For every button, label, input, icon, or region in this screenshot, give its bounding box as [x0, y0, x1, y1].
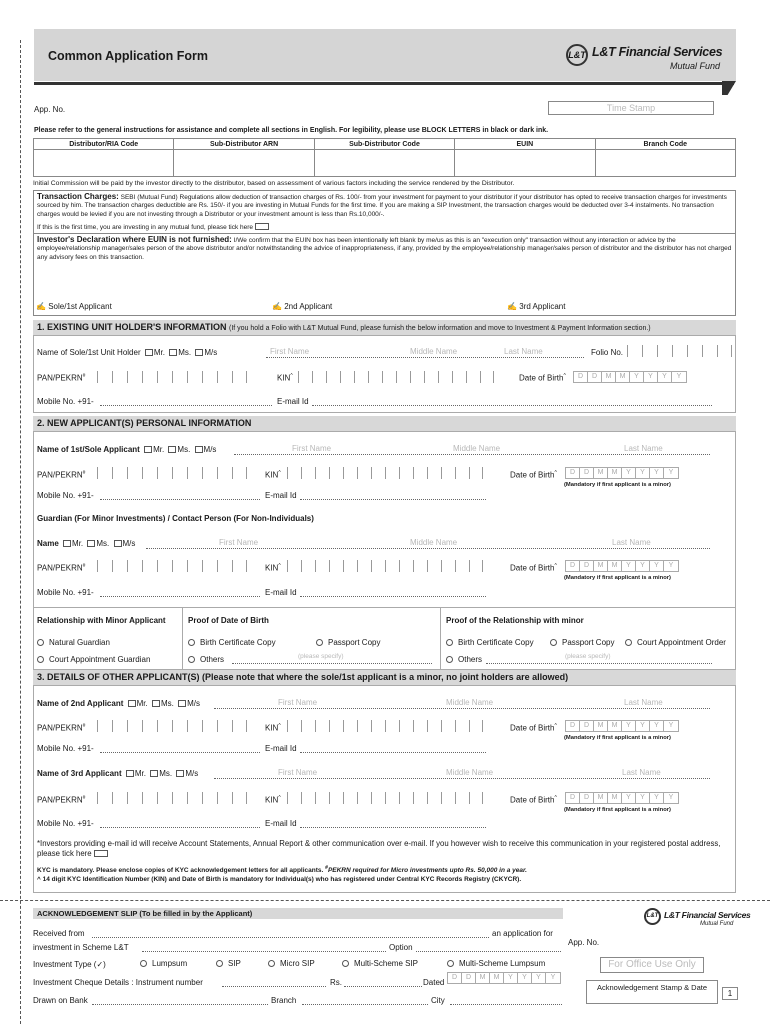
ack-option-label: Option	[389, 943, 413, 952]
ack-cheque-label: Investment Cheque Details : Instrument number	[33, 978, 203, 987]
ack-dated-label: Dated	[423, 978, 445, 987]
col-sub-distributor-code: Sub-Distributor Code	[314, 139, 454, 150]
proof-dob-title: Proof of Date of Birth	[188, 616, 269, 625]
postal-checkbox[interactable]	[94, 850, 108, 857]
s3b-dob-label: Date of Birth^	[510, 795, 557, 805]
rel-specify-hint: (please specify)	[565, 653, 611, 660]
g-ms-checkbox[interactable]	[87, 540, 95, 547]
proof-rel-title: Proof of the Relationship with minor	[446, 616, 584, 625]
first-time-label: If this is the first time, you are investing in any mutual fund, please tick here	[37, 224, 254, 231]
ack-app-no: App. No.	[568, 938, 600, 947]
s1-ms2-checkbox[interactable]	[195, 349, 203, 356]
section1-title: 1. EXISTING UNIT HOLDER'S INFORMATION	[37, 322, 227, 332]
sub-distributor-arn-input[interactable]	[174, 150, 314, 177]
ack-type-multi-lumpsum[interactable]: Multi-Scheme Lumpsum	[447, 959, 545, 968]
euin-input[interactable]	[455, 150, 595, 177]
s3a-pan-label: PAN/PEKRN#	[37, 723, 86, 733]
s1-pan-label: PAN/PEKRN#	[37, 373, 86, 383]
rel-others-input[interactable]	[486, 663, 712, 664]
s3a-kin-input[interactable]	[287, 720, 483, 732]
s1-middle-name-hint: Middle Name	[410, 347, 458, 356]
col-distributor-code: Distributor/RIA Code	[34, 139, 174, 150]
dob-passport-option[interactable]: Passport Copy	[316, 638, 380, 647]
kin-note: ^ 14 digit KYC Identification Number (KIN) and Date of Birth is mandatory for Individual(s) who has registered under Central KYC Records Registry (CKYCR).	[37, 876, 522, 883]
ack-branch-label: Branch	[271, 996, 297, 1005]
s2-email-label: E-mail Id	[265, 491, 297, 500]
page-number: 1	[722, 987, 738, 1000]
hash-mark: #	[82, 373, 86, 379]
court-guardian-option[interactable]: Court Appointment Guardian	[37, 655, 150, 664]
ack-title: ACKNOWLEDGEMENT SLIP (To be filled in by the Applicant)	[33, 908, 563, 919]
natural-guardian-radio[interactable]	[37, 639, 44, 646]
ack-option-input[interactable]	[416, 951, 561, 952]
s2-kin-label: KIN^	[265, 470, 281, 480]
divider	[33, 233, 736, 234]
s1-folio-input[interactable]	[627, 345, 732, 357]
s3a-email-label: E-mail Id	[265, 744, 297, 753]
s3b-email-input[interactable]	[300, 827, 486, 828]
s1-dob-label: Date of Birth^	[519, 373, 566, 383]
branch-code-input[interactable]	[595, 150, 735, 177]
section3-box	[33, 685, 736, 893]
s1-mobile-input[interactable]	[100, 405, 272, 406]
first-time-row	[37, 223, 269, 232]
rel-passport-option[interactable]: Passport Copy	[550, 638, 614, 647]
signature-third[interactable]	[507, 302, 565, 311]
s2-pan-label: PAN/PEKRN#	[37, 470, 86, 480]
s3b-kin-label: KIN^	[265, 795, 281, 805]
ack-investment-type: Investment Type (✓)	[33, 960, 106, 969]
brand-name: L&T Financial Services	[592, 45, 723, 59]
rel-birth-cert-option[interactable]: Birth Certificate Copy	[446, 638, 534, 647]
s3b-mobile-input[interactable]	[100, 827, 260, 828]
s1-last-name-hint: Last Name	[504, 347, 543, 356]
s1-ms-label: Ms.	[178, 348, 192, 357]
ack-instrument-input[interactable]	[222, 986, 326, 987]
g-mr-checkbox[interactable]	[63, 540, 71, 547]
kyc-note: KYC is mandatory. Please enclose copies of KYC acknowledgement letters for all applicants. #PEKRN required for Micro investments upto Rs. 50,000 in a year.	[37, 865, 527, 875]
dob-others-input[interactable]	[232, 663, 432, 664]
s1-pan-input[interactable]	[97, 371, 247, 383]
s2-first-name-row: Name of 1st/Sole Applicant Mr. Ms. M/s	[37, 445, 217, 454]
euin-text: I/We confirm that the EUIN box has been intentionally left blank by me/us as this is an "execution only" transaction without any interaction or advice by the employee/relationship manager/sales person of the above distributor and/or notwithstanding the advice of inappropriateness, if any, provided by the employee/relationship manager/sales person of distributor and the distributor has not charged any advisory fees on this transaction.	[37, 237, 732, 261]
col-euin: EUIN	[455, 139, 595, 150]
rel-others-option[interactable]: Others	[446, 655, 482, 664]
rel-court-order-option[interactable]: Court Appointment Order	[625, 638, 726, 647]
s2-first-name-input[interactable]	[234, 454, 710, 455]
ack-application-label: an application for	[492, 929, 553, 938]
ack-brand-sub: Mutual Fund	[700, 921, 734, 927]
s3a-minor-note: (Mandatory if first applicant is a minor)	[564, 735, 671, 741]
s3a-mobile-input[interactable]	[100, 752, 260, 753]
g-mobile-label: Mobile No. +91-	[37, 588, 94, 597]
section1-header	[33, 320, 736, 335]
s2-dob-label: Date of Birth^	[510, 470, 557, 480]
pen-icon: ✍	[272, 302, 282, 311]
s3a-mobile-label: Mobile No. +91-	[37, 744, 94, 753]
g-pan-label: PAN/PEKRN#	[37, 563, 86, 573]
transaction-charges-title: Transaction Charges:	[37, 192, 119, 201]
s2-minor-note: (Mandatory if first applicant is a minor)	[564, 482, 671, 488]
app-no-label: App. No.	[34, 105, 66, 114]
ack-type-micro-sip[interactable]: Micro SIP	[268, 959, 315, 968]
euin-title: Investor's Declaration where EUIN is not furnished:	[37, 235, 232, 244]
header-corner	[722, 81, 736, 95]
form-title: Common Application Form	[48, 49, 208, 63]
signature-third-label: 3rd Applicant	[519, 302, 566, 311]
g-email-input[interactable]	[300, 596, 486, 597]
s1-dob-input[interactable]: D D M M Y Y Y Y	[573, 371, 687, 383]
ack-amount-input[interactable]	[344, 986, 422, 987]
ack-date-input[interactable]: D D M M Y Y Y Y	[447, 972, 561, 984]
dob-specify-hint: (please specify)	[298, 653, 344, 660]
guardian-name-input[interactable]	[146, 548, 710, 549]
s3a-email-input[interactable]	[300, 752, 486, 753]
s3-second-name-row: Name of 2nd Applicant Mr. Ms. M/s	[37, 699, 200, 708]
s1-mr-checkbox[interactable]	[145, 349, 153, 356]
pen-icon: ✍	[507, 302, 517, 311]
s3-second-name-input[interactable]	[214, 708, 710, 709]
signature-sole-label: Sole/1st Applicant	[48, 302, 112, 311]
section3-note: (Please note that where the sole/1st applicant is a minor, no joint holders are allowed)	[202, 672, 569, 682]
email-note: *Investors providing e-mail id will receive Account Statements, Annual Report & other communication over e-mail. If you however wish to receive this communication in your registered postal address, please tick here	[37, 839, 721, 858]
s1-ms2-label: M/s	[204, 348, 218, 357]
s2-email-input[interactable]	[300, 499, 486, 500]
s1-first-name-hint: First Name	[270, 347, 310, 356]
transaction-charges-text: SEBI (Mutual Fund) Regulations allow deduction of transaction charges of Rs. 100/- from your investment for payment to your distributor if your distributor has opted to receive transaction charges for investments sourced by him. The transaction charges deductible are Rs. 150/- if you are investing in Mutual Funds for the first time. If you are making a SIP Investment, the transaction charges would be deducted over 3-4 instalments. No transaction charges would be levied if you are not investing through a Distributor or your investment amount is less than Rs.10,000/-.	[37, 194, 727, 218]
s1-name-row	[37, 348, 217, 357]
ack-drawn-label: Drawn on Bank	[33, 996, 88, 1005]
ack-type-sip[interactable]: SIP	[216, 959, 241, 968]
s2-first-hint: First Name	[292, 444, 332, 453]
g-kin-label: KIN^	[265, 563, 281, 573]
section2-title: 2. NEW APPLICANT(S) PERSONAL INFORMATION	[37, 418, 252, 428]
court-guardian-radio[interactable]	[37, 656, 44, 663]
section1-note: (If you hold a Folio with L&T Mutual Fund, please furnish the below information and move to Investment & Payment Information section.)	[229, 325, 651, 332]
ack-type-lumpsum[interactable]: Lumpsum	[140, 959, 187, 968]
s2-pan-input[interactable]	[97, 467, 247, 479]
ack-city-input[interactable]	[450, 1004, 562, 1005]
s2-ms-checkbox[interactable]	[168, 446, 176, 453]
s3a-pan-input[interactable]	[97, 720, 247, 732]
s3a-dob-input[interactable]: D D M M Y Y Y Y	[565, 720, 679, 732]
time-stamp-box: Time Stamp	[548, 101, 714, 115]
g-dob-label: Date of Birth^	[510, 563, 557, 573]
distributor-code-input[interactable]	[34, 150, 174, 177]
s1-folio-label: Folio No.	[591, 348, 624, 357]
office-use-box: For Office Use Only	[600, 957, 704, 973]
s2-kin-input[interactable]	[287, 467, 483, 479]
g-minor-note: (Mandatory if first applicant is a minor)	[564, 575, 671, 581]
s1-email-input[interactable]	[312, 405, 712, 406]
guardian-name-row: Name Mr. Ms. M/s	[37, 539, 136, 548]
distributor-codes-table	[33, 138, 736, 177]
brand-sub: Mutual Fund	[670, 61, 721, 71]
g-email-label: E-mail Id	[265, 588, 297, 597]
guardian-title: Guardian (For Minor Investments) / Contact Person (For Non-Individuals)	[37, 514, 314, 523]
s3b-email-label: E-mail Id	[265, 819, 297, 828]
s3b-minor-note: (Mandatory if first applicant is a minor)	[564, 807, 671, 813]
ack-bank-input[interactable]	[92, 1004, 268, 1005]
s1-mr-label: Mr.	[153, 348, 165, 357]
ack-branch-input[interactable]	[302, 1004, 428, 1005]
s3b-pan-label: PAN/PEKRN#	[37, 795, 86, 805]
s1-name-label: Name of Sole/1st Unit Holder	[37, 348, 141, 357]
col-branch-code: Branch Code	[595, 139, 735, 150]
g-dob-input[interactable]: D D M M Y Y Y Y	[565, 560, 679, 572]
g-kin-input[interactable]	[287, 560, 483, 572]
relationship-title: Relationship with Minor Applicant	[37, 616, 166, 625]
ack-type-multi-sip[interactable]: Multi-Scheme SIP	[342, 959, 418, 968]
s2-middle-hint: Middle Name	[453, 444, 501, 453]
s3a-dob-label: Date of Birth^	[510, 723, 557, 733]
commission-note: Initial Commission will be paid by the investor directly to the distributor, based on assessment of various factors including the service rendered by the Distributor.	[33, 180, 515, 187]
header-rule	[34, 82, 734, 85]
euin-declaration	[37, 236, 732, 262]
natural-guardian-option[interactable]: Natural Guardian	[37, 638, 110, 647]
s2-ms2-checkbox[interactable]	[195, 446, 203, 453]
s2-last-hint: Last Name	[624, 444, 663, 453]
s3b-dob-input[interactable]: D D M M Y Y Y Y	[565, 792, 679, 804]
s3b-kin-input[interactable]	[287, 792, 483, 804]
section3-header	[33, 670, 736, 685]
signature-sole[interactable]	[36, 302, 112, 311]
s1-kin-input[interactable]	[298, 371, 494, 383]
ack-brand-name: L&T Financial Services	[664, 910, 751, 920]
tear-line	[0, 900, 770, 901]
section3-title: 3. DETAILS OF OTHER APPLICANT(S)	[37, 672, 200, 682]
s2-mr-checkbox[interactable]	[144, 446, 152, 453]
ack-received-input[interactable]	[92, 937, 489, 938]
instructions: Please refer to the general instructions for assistance and complete all sections in English. For legibility, please use BLOCK LETTERS in black or dark ink.	[34, 127, 549, 134]
s1-kin-label: KIN^	[277, 373, 293, 383]
perforation-line	[20, 40, 21, 1024]
dob-others-option[interactable]: Others	[188, 655, 224, 664]
s3a-kin-label: KIN^	[265, 723, 281, 733]
section2-header	[33, 416, 736, 431]
ack-scheme-label: investment in Scheme L&T	[33, 943, 129, 952]
s1-ms-checkbox[interactable]	[169, 349, 177, 356]
s1-mobile-label: Mobile No. +91-	[37, 397, 94, 406]
s1-name-input[interactable]	[266, 357, 584, 358]
s2-mobile-input[interactable]	[100, 499, 260, 500]
ack-logo-icon: L&T	[644, 908, 661, 925]
col-sub-distributor-arn: Sub-Distributor ARN	[174, 139, 314, 150]
ack-city-label: City	[431, 996, 445, 1005]
s3b-pan-input[interactable]	[97, 792, 247, 804]
pen-icon: ✍	[36, 302, 46, 311]
g-pan-input[interactable]	[97, 560, 247, 572]
s3-third-name-input[interactable]	[214, 778, 710, 779]
ack-stamp-box: Acknowledgement Stamp & Date	[586, 980, 718, 1004]
dob-birth-cert-option[interactable]: Birth Certificate Copy	[188, 638, 276, 647]
ack-scheme-input[interactable]	[142, 951, 386, 952]
signature-second[interactable]	[272, 302, 332, 311]
ack-received-label: Received from	[33, 929, 85, 938]
s3b-mobile-label: Mobile No. +91-	[37, 819, 94, 828]
sub-distributor-code-input[interactable]	[314, 150, 454, 177]
s2-mobile-label: Mobile No. +91-	[37, 491, 94, 500]
ack-rs-label: Rs.	[330, 978, 342, 987]
signature-second-label: 2nd Applicant	[284, 302, 333, 311]
first-time-checkbox[interactable]	[255, 223, 269, 230]
g-ms2-checkbox[interactable]	[114, 540, 122, 547]
s1-email-label: E-mail Id	[277, 397, 309, 406]
transaction-charges	[37, 193, 732, 219]
s2-dob-input[interactable]: D D M M Y Y Y Y	[565, 467, 679, 479]
caret-mark: ^	[290, 373, 293, 379]
s3-third-name-row: Name of 3rd Applicant Mr. Ms. M/s	[37, 769, 199, 778]
lt-logo-icon: L&T	[566, 44, 588, 66]
g-mobile-input[interactable]	[100, 596, 260, 597]
